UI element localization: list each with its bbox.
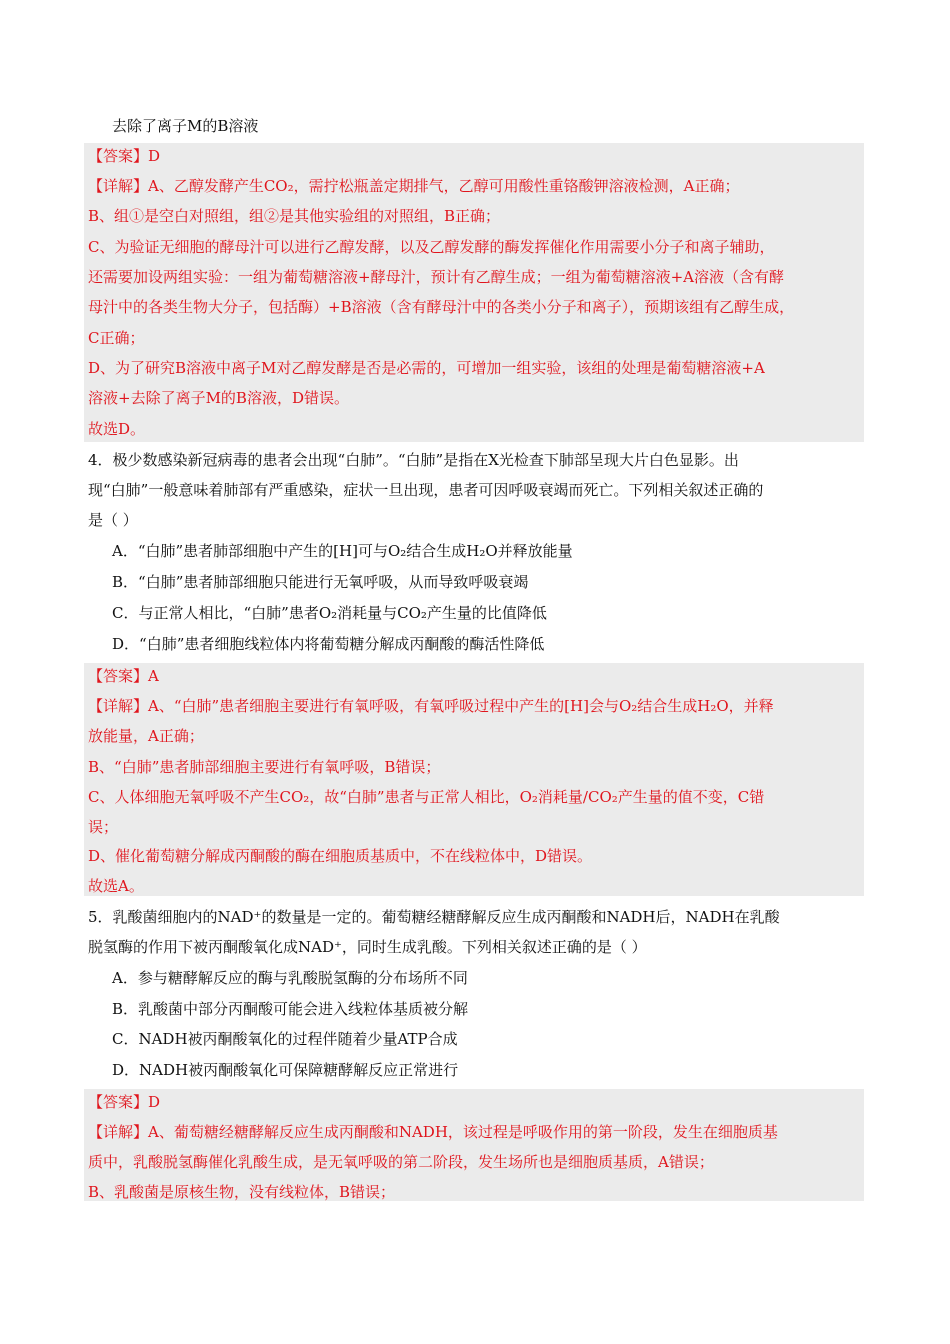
explanation-3-line-7: D、为了研究B溶液中离子M对乙醇发酵是否是必需的，可增加一组实验，该组的处理是葡萄糖溶液+A xyxy=(88,359,765,377)
question-4-line-3: 是（ ） xyxy=(88,511,138,529)
explanation-3-line-4: 还需要加设两组实验：一组为葡萄糖溶液+酵母汁，预计有乙醇生成；一组为葡萄糖溶液+A溶液（含有酵 xyxy=(88,268,784,286)
question-5-option-c: C．NADH被丙酮酸氧化的过程伴随着少量ATP合成 xyxy=(112,1030,458,1048)
explanation-3-line-3: C、为验证无细胞的酵母汁可以进行乙醇发酵，以及乙醇发酵的酶发挥催化作用需要小分子和离子辅助， xyxy=(88,238,775,256)
explanation-5-line-1: 【详解】A、葡萄糖经糖酵解反应生成丙酮酸和NADH，该过程是呼吸作用的第一阶段，发生在细胞质基 xyxy=(88,1123,778,1141)
explanation-3-line-5: 母汁中的各类生物大分子，包括酶）+B溶液（含有酵母汁中的各类小分子和离子），预期该组有乙醇生成， xyxy=(88,298,795,316)
explanation-4-line-5: 误； xyxy=(88,818,119,836)
question-4-option-c: C．与正常人相比，“白肺”患者O₂消耗量与CO₂产生量的比值降低 xyxy=(112,604,547,622)
explanation-4-line-4: C、人体细胞无氧呼吸不产生CO₂，故“白肺”患者与正常人相比，O₂消耗量/CO₂产生量的值不变，C错 xyxy=(88,788,765,806)
question-5-option-d: D．NADH被丙酮酸氧化可保障糖酵解反应正常进行 xyxy=(112,1061,459,1079)
explanation-3-line-8: 溶液+去除了离子M的B溶液，D错误。 xyxy=(88,389,349,407)
question-5-line-1: 5．乳酸菌细胞内的NAD⁺的数量是一定的。葡萄糖经糖酵解反应生成丙酮酸和NADH后，NADH在乳酸 xyxy=(88,908,780,926)
explanation-3-line-9: 故选D。 xyxy=(88,420,146,438)
question-5-option-b: B．乳酸菌中部分丙酮酸可能会进入线粒体基质被分解 xyxy=(112,1000,469,1018)
answer-4-label: 【答案】A xyxy=(88,667,159,685)
explanation-4-line-1: 【详解】A、“白肺”患者细胞主要进行有氧呼吸，有氧呼吸过程中产生的[H]会与O₂结合生成H₂O，并释 xyxy=(88,697,774,715)
question-4-option-a: A．“白肺”患者肺部细胞中产生的[H]可与O₂结合生成H₂O并释放能量 xyxy=(112,542,573,560)
question-5-option-a: A．参与糖酵解反应的酶与乳酸脱氢酶的分布场所不同 xyxy=(112,969,468,987)
question-4-option-b: B．“白肺”患者肺部细胞只能进行无氧呼吸，从而导致呼吸衰竭 xyxy=(112,573,529,591)
question-4-option-d: D．“白肺”患者细胞线粒体内将葡萄糖分解成丙酮酸的酶活性降低 xyxy=(112,635,545,653)
question-5-line-2: 脱氢酶的作用下被丙酮酸氧化成NAD⁺，同时生成乳酸。下列相关叙述正确的是（ ） xyxy=(88,938,647,956)
carry-over-line: 去除了离子M的B溶液 xyxy=(112,117,259,135)
explanation-4-line-2: 放能量，A正确； xyxy=(88,727,204,745)
explanation-3-line-1: 【详解】A、乙醇发酵产生CO₂，需拧松瓶盖定期排气，乙醇可用酸性重铬酸钾溶液检测，A正确； xyxy=(88,177,740,195)
explanation-3-line-6: C正确； xyxy=(88,329,145,347)
explanation-3-line-2: B、组①是空白对照组，组②是其他实验组的对照组，B正确； xyxy=(88,207,501,225)
answer-5-label: 【答案】D xyxy=(88,1093,161,1111)
explanation-4-line-3: B、“白肺”患者肺部细胞主要进行有氧呼吸，B错误； xyxy=(88,758,441,776)
explanation-4-line-6: D、催化葡萄糖分解成丙酮酸的酶在细胞质基质中，不在线粒体中，D错误。 xyxy=(88,847,593,865)
explanation-5-line-2: 质中，乳酸脱氢酶催化乳酸生成，是无氧呼吸的第二阶段，发生场所也是细胞质基质，A错误； xyxy=(88,1153,714,1171)
answer-3-label: 【答案】D xyxy=(88,147,161,165)
question-4-line-2: 现“白肺”一般意味着肺部有严重感染，症状一旦出现，患者可因呼吸衰竭而死亡。下列相关叙述正确的 xyxy=(88,481,764,499)
explanation-4-line-7: 故选A。 xyxy=(88,877,144,895)
explanation-5-line-3: B、乳酸菌是原核生物，没有线粒体，B错误； xyxy=(88,1183,396,1201)
question-4-line-1: 4．极少数感染新冠病毒的患者会出现“白肺”。“白肺”是指在X光检查下肺部呈现大片白色显影。出 xyxy=(88,451,739,469)
